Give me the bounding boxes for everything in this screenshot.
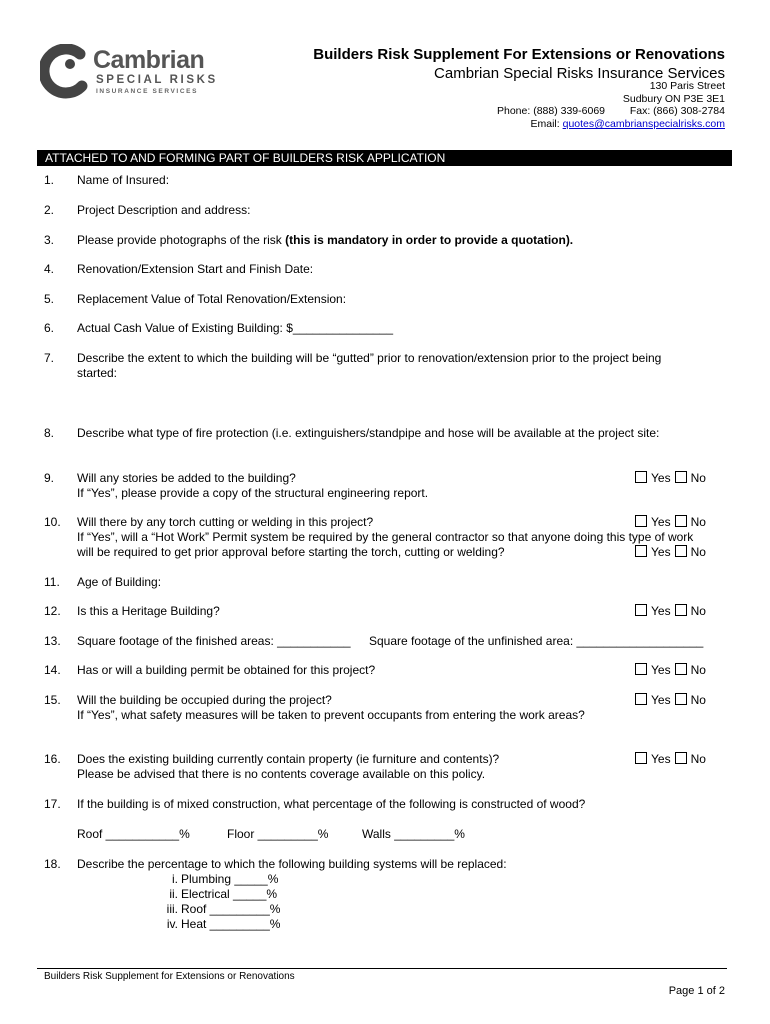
question-number: 13. [44,634,61,648]
question-text: Will any stories be added to the building? [77,471,296,485]
question-number: 10. [44,515,61,529]
question-text-cont: If “Yes”, please provide a copy of the structural engineering report. [77,486,429,500]
system-item: Heat _________% [181,917,281,931]
no-label: No [690,693,706,707]
system-item: Plumbing _____% [181,872,279,886]
question-text: Will there by any torch cutting or welding in this project? [77,515,374,529]
wood-floor: Floor _________% [227,827,329,841]
email-link[interactable]: quotes@cambrianspecialrisks.com [562,118,725,130]
phone-number: Phone: (888) 339-6069 [497,105,605,117]
system-numeral: ii. [169,887,178,901]
yes-no-choice [635,752,706,767]
question-number: 18. [44,857,61,871]
question-number: 14. [44,663,61,677]
yes-no-choice [635,693,706,708]
question-text: Describe what type of fire protection (i.e. extinguishers/standpipe and hose will be available at the project site: [77,426,660,440]
question-text: Describe the percentage to which the following building systems will be replaced: [77,857,507,871]
no-label: No [690,471,706,485]
no-checkbox[interactable] [675,545,687,557]
question-number: 15. [44,693,61,707]
question-text-cont: will be required to get prior approval before starting the torch, cutting or welding? [77,545,505,559]
company-name: Cambrian Special Risks Insurance Services [434,65,725,82]
no-label: No [690,515,706,529]
document-title: Builders Risk Supplement For Extensions or Renovations [313,46,725,63]
question-text: Square footage of the finished areas: ___________ [77,634,351,648]
no-checkbox[interactable] [675,515,687,527]
question-number: 17. [44,797,61,811]
yes-no-choice [635,545,706,560]
cambrian-c-icon [40,44,92,100]
question-text: Actual Cash Value of Existing Building: $_______________ [77,321,394,335]
logo-tagline: INSURANCE SERVICES [96,88,199,95]
question-text-cont: If “Yes”, will a “Hot Work” Permit system be required by the general contractor so that anyone doing this type of work [77,530,694,544]
no-label: No [690,604,706,618]
yes-label: Yes [651,471,671,485]
address-city: Sudbury ON P3E 3E1 [622,93,725,105]
question-text: If the building is of mixed construction, what percentage of the following is constructed of wood? [77,797,586,811]
company-logo [40,44,240,100]
question-number: 8. [44,426,55,440]
question-number: 3. [44,233,55,247]
no-checkbox[interactable] [675,604,687,616]
system-item: Roof _________% [181,902,281,916]
question-text: Describe the extent to which the building will be “gutted” prior to renovation/extension prior to the project being [77,351,662,365]
yes-checkbox[interactable] [635,752,647,764]
question-text: Renovation/Extension Start and Finish Date: [77,262,314,276]
question-text-second: Square footage of the unfinished area: ___________________ [369,634,704,648]
yes-label: Yes [651,545,671,559]
yes-label: Yes [651,693,671,707]
section-banner: ATTACHED TO AND FORMING PART OF BUILDERS RISK APPLICATION [37,150,732,166]
yes-label: Yes [651,604,671,618]
question-text: Does the existing building currently contain property (ie furniture and contents)? [77,752,500,766]
yes-checkbox[interactable] [635,693,647,705]
question-text: Project Description and address: [77,203,251,217]
email-line [531,118,726,130]
question-text-cont: Please be advised that there is no contents coverage available on this policy. [77,767,486,781]
no-checkbox[interactable] [675,471,687,483]
question-number: 11. [44,575,60,589]
question-text: Age of Building: [77,575,162,589]
yes-label: Yes [651,515,671,529]
question-text: Name of Insured: [77,173,170,187]
yes-no-choice [635,515,706,530]
no-checkbox[interactable] [675,693,687,705]
logo-subtitle: SPECIAL RISKS [96,74,218,86]
yes-no-choice [635,604,706,619]
question-number: 9. [44,471,55,485]
yes-label: Yes [651,663,671,677]
system-item: Electrical _____% [181,887,278,901]
yes-checkbox[interactable] [635,545,647,557]
no-label: No [690,545,706,559]
logo-name: Cambrian [93,46,205,74]
question-text-bold: (this is mandatory in order to provide a quotation). [285,233,574,247]
footer-title: Builders Risk Supplement for Extensions or Renovations [44,971,295,982]
question-text: Will the building be occupied during the project? [77,693,332,707]
question-text: Is this a Heritage Building? [77,604,220,618]
system-numeral: i. [172,872,178,886]
fax-number: Fax: (866) 308-2784 [629,105,725,117]
question-text: Has or will a building permit be obtained for this project? [77,663,376,677]
wood-roof: Roof ___________% [77,827,190,841]
question-text-plain: Please provide photographs of the risk [77,233,286,247]
question-number: 12. [44,604,61,618]
system-numeral: iv. [166,917,178,931]
question-number: 6. [44,321,55,335]
no-label: No [690,752,706,766]
question-number: 7. [44,351,55,365]
yes-checkbox[interactable] [635,663,647,675]
no-checkbox[interactable] [675,752,687,764]
no-checkbox[interactable] [675,663,687,675]
yes-no-choice [635,471,706,486]
question-number: 4. [44,262,55,276]
question-text-cont: started: [77,366,118,380]
question-number: 16. [44,752,61,766]
yes-checkbox[interactable] [635,604,647,616]
question-number: 1. [44,173,55,187]
wood-walls: Walls _________% [362,827,465,841]
question-text: Replacement Value of Total Renovation/Extension: [77,292,347,306]
question-text-cont: If “Yes”, what safety measures will be taken to prevent occupants from entering the work areas? [77,708,585,722]
yes-label: Yes [651,752,671,766]
yes-checkbox[interactable] [635,471,647,483]
question-number: 5. [44,292,55,306]
question-number: 2. [44,203,55,217]
address-street: 130 Paris Street [649,80,725,92]
system-numeral: iii. [166,902,178,916]
page-number: Page 1 of 2 [668,985,725,997]
yes-no-choice [635,663,706,678]
no-label: No [690,663,706,677]
question-text [77,233,573,248]
footer-divider [37,968,727,969]
yes-checkbox[interactable] [635,515,647,527]
email-label: Email: [530,118,560,130]
